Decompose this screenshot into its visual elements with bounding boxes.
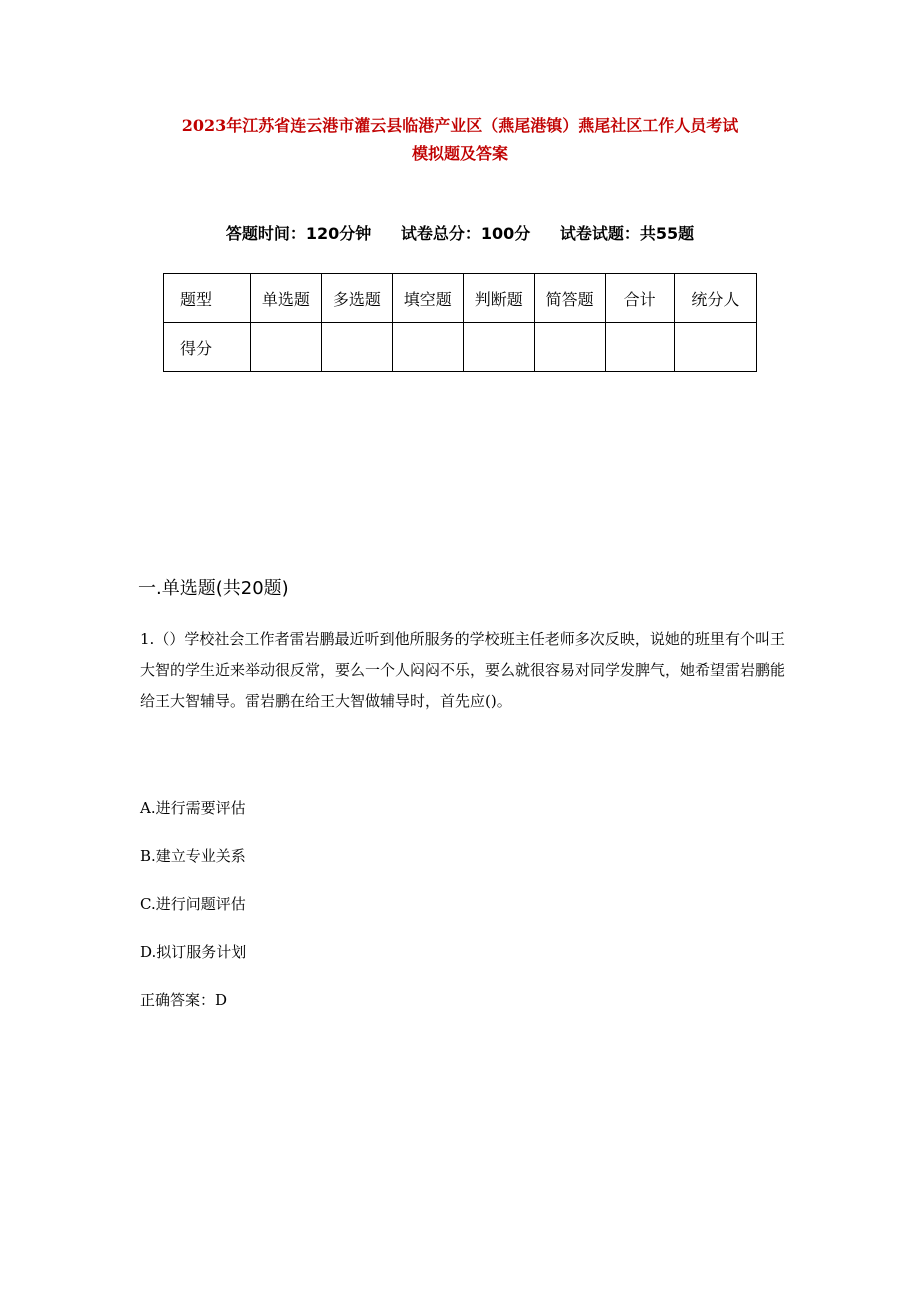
option-b: B.建立专业关系 <box>140 847 246 865</box>
exam-total-score: 试卷总分：100分 <box>400 224 531 243</box>
score-table-score-row <box>164 323 757 372</box>
document-title <box>110 112 810 168</box>
section-heading: 一.单选题(共20题) <box>138 578 289 599</box>
header-cell-single-choice: 单选题 <box>250 274 321 323</box>
score-row-label: 得分 <box>164 323 251 372</box>
score-cell-scorer[interactable] <box>674 323 756 372</box>
correct-answer: 正确答案：D <box>140 991 228 1009</box>
option-a: A.进行需要评估 <box>140 799 246 817</box>
score-cell-true-false[interactable] <box>463 323 534 372</box>
score-cell-total[interactable] <box>605 323 674 372</box>
score-cell-single-choice[interactable] <box>250 323 321 372</box>
document-title-line-2: 模拟题及答案 <box>411 144 508 163</box>
option-c: C.进行问题评估 <box>140 895 246 913</box>
score-table-header-row <box>164 274 757 323</box>
header-cell-true-false: 判断题 <box>463 274 534 323</box>
header-cell-short-answer: 简答题 <box>534 274 605 323</box>
question-text: 1.（）学校社会工作者雷岩鹏最近听到他所服务的学校班主任老师多次反映，说她的班里有个叫王大智的学生近来举动很反常，要么一个人闷闷不乐，要么就很容易对同学发脾气，她希望雷岩鹏能给王大智辅导。雷岩鹏在给王大智做辅导时，首先应()。 <box>140 630 786 710</box>
score-cell-fill-blank[interactable] <box>392 323 463 372</box>
header-cell-type: 题型 <box>164 274 251 323</box>
score-table <box>163 273 757 372</box>
document-title-line-1: 2023年江苏省连云港市灌云县临港产业区（燕尾港镇）燕尾社区工作人员考试 <box>181 116 739 135</box>
score-cell-short-answer[interactable] <box>534 323 605 372</box>
header-cell-fill-blank: 填空题 <box>392 274 463 323</box>
exam-time: 答题时间：120分钟 <box>225 224 372 243</box>
header-cell-scorer: 统分人 <box>674 274 756 323</box>
option-d: D.拟订服务计划 <box>140 943 247 961</box>
score-cell-multiple-choice[interactable] <box>321 323 392 372</box>
header-cell-total: 合计 <box>605 274 674 323</box>
exam-question-count: 试卷试题：共55题 <box>559 224 695 243</box>
exam-info <box>0 220 920 248</box>
header-cell-multiple-choice: 多选题 <box>321 274 392 323</box>
